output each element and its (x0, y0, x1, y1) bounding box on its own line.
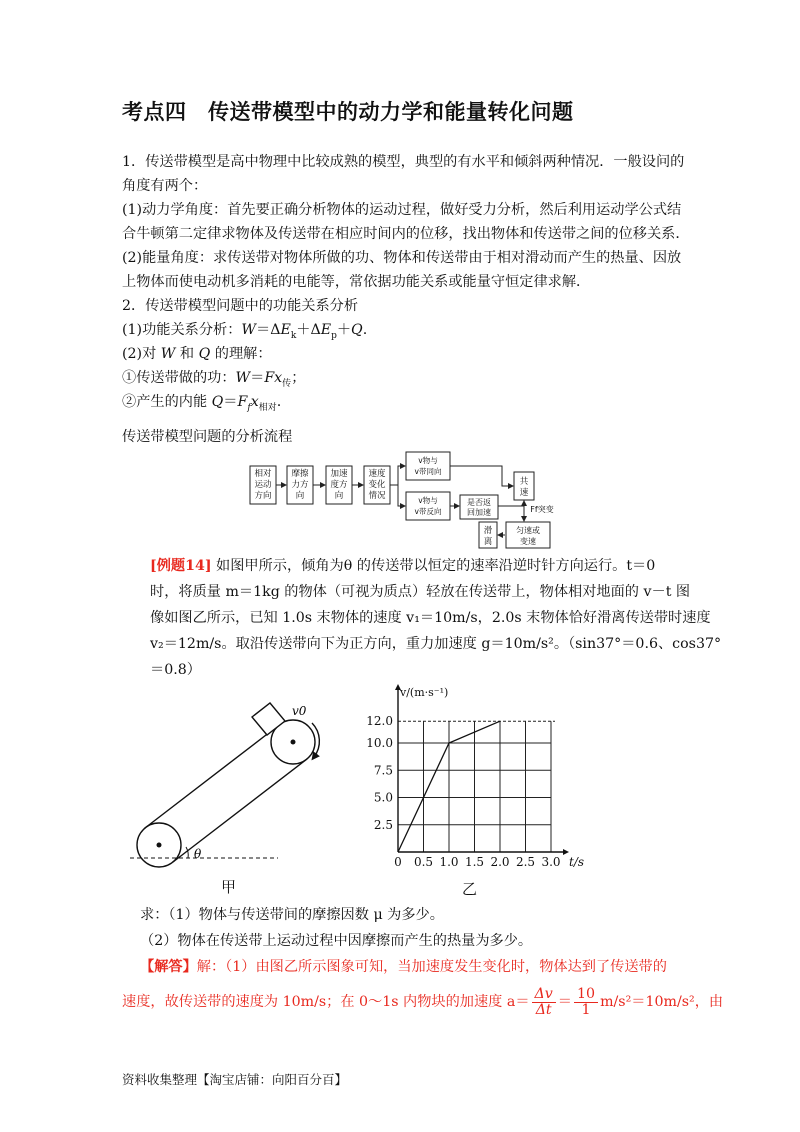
fraction-numerator: 10 (574, 987, 598, 1003)
figure-jia-conveyor (130, 695, 330, 895)
x-tick-label: 1.0 (439, 855, 459, 869)
x-tick-label: 2.5 (515, 855, 536, 869)
formula-prefix: ②产生的内能 (122, 394, 212, 410)
answer-line-1 (140, 955, 667, 979)
formula-op: ＝ (250, 370, 265, 386)
answer-eq: ＝ (557, 994, 572, 1010)
formula-symbol: W (235, 370, 251, 386)
example-line: 像如图乙所示，已知 1.0s 末物体的速度 v₁＝10m/s，2.0s 末物体恰好滑离传送带时速度 (150, 610, 711, 626)
formula-suffix: 的理解： (210, 346, 272, 362)
example-14-body (150, 579, 721, 683)
formula-prefix: (2)对 (122, 346, 161, 362)
para-2-line: (1)动力学角度：首先要正确分析物体的运动过程，做好受力分析，然后利用运动学公式结 (122, 202, 682, 218)
flow-text: 变速 (520, 537, 536, 546)
flow-text: 速度 (368, 469, 386, 479)
fraction-denominator: Δt (535, 1001, 552, 1018)
formula-op: ； (291, 370, 306, 386)
y-tick-label: 7.5 (373, 763, 393, 778)
formula-op: . (276, 394, 282, 410)
formula-prefix: (1)功能关系分析： (122, 322, 242, 338)
question-2: （2）物体在传送带上运动过程中因摩擦而产生的热量为多少。 (140, 933, 533, 949)
belt-top (145, 725, 279, 828)
para-3-line: (2)能量角度：求传送带对物体所做的功、物体和传送带由于相对滑动而产生的热量、因放 (122, 250, 682, 266)
x-tick-label: 3.0 (541, 855, 561, 869)
flow-text: v带同向 (414, 467, 442, 476)
para-3-line: 上物体而使电动机多消耗的电能等，常依据功能关系或能量守恒定律求解． (122, 274, 591, 290)
v0-label: v0 (292, 704, 307, 718)
formula-sub: 相对 (258, 402, 277, 413)
fraction-numerator: Δv (532, 987, 556, 1003)
example-text: 如图甲所示，倾角为θ 的传送带以恒定的速率沿逆时针方向运行。t＝0 (211, 558, 656, 574)
formula-op: ＝Δ (256, 322, 281, 338)
page-title: 考点四 传送带模型中的动力学和能量转化问题 (122, 100, 574, 124)
formula-heat (122, 390, 281, 420)
answer-text: 解：（1）由图乙所示图象可知，当加速度发生变化时，物体达到了传送带的 (196, 959, 667, 975)
flow-text: v带反向 (414, 507, 442, 516)
figure-yi-label: 乙 (462, 880, 478, 898)
formula-op: ＋Δ (296, 322, 321, 338)
figure-yi-vt-chart (360, 680, 600, 870)
formula-symbol: Q (351, 322, 363, 338)
flow-text: 运动 (254, 480, 272, 490)
answer-line-2 (122, 984, 723, 1020)
flow-arrow (390, 466, 405, 485)
upper-axle (291, 740, 296, 745)
y-tick-label: 5.0 (373, 790, 393, 805)
flow-text: 共 (519, 477, 529, 487)
fraction-dv-dt (532, 987, 556, 1018)
y-axis-label: v/(m·s⁻¹) (400, 686, 449, 699)
example-line: ＝0.8） (150, 662, 201, 678)
formula-symbol: F (237, 394, 248, 410)
example-line: 时，将质量 m＝1kg 的物体（可视为质点）轻放在传送带上，物体相对地面的 v－t 图 (150, 584, 691, 600)
fraction-10-1 (574, 987, 598, 1018)
formula-op: ＝ (223, 394, 238, 410)
para-1-line: 1．传送带模型是高中物理中比较成熟的模型，典型的有水平和倾斜两种情况．一般设问的 (122, 154, 685, 170)
flow-arrow (498, 501, 524, 506)
flow-text: 相对 (254, 469, 272, 479)
example-14 (150, 553, 655, 579)
formula-prefix: ①传送带做的功： (122, 370, 236, 386)
block (252, 703, 285, 735)
para-4: 2．传送带模型问题中的功能关系分析 (122, 298, 359, 314)
figure-jia-label: 甲 (221, 878, 237, 896)
theta-label: θ (194, 847, 202, 861)
formula-symbol: Fx (264, 370, 283, 386)
flow-text: 力方 (291, 480, 309, 490)
footer-source: 资料收集整理【淘宝店铺：向阳百分百】 (122, 1072, 348, 1087)
formula-sub: k (290, 330, 297, 341)
lower-axle (157, 843, 162, 848)
question-1: 求：（1）物体与传送带间的摩擦因数 μ 为多少。 (140, 907, 444, 923)
formula-symbol: W (241, 322, 257, 338)
x-tick-label: 1.5 (464, 855, 485, 869)
example-tag: [例题14] (150, 558, 212, 574)
flow-text: 方向 (254, 491, 272, 501)
flow-text: v物与 (418, 456, 438, 465)
flow-text: 滑 (483, 526, 493, 536)
flow-text: 速 (519, 488, 529, 498)
formula-op: . (362, 322, 368, 338)
para-1-line: 角度有两个： (122, 178, 208, 194)
formula-symbol: E (320, 322, 332, 338)
para-3 (122, 246, 681, 294)
example-line (150, 553, 655, 579)
flow-arrow (450, 466, 513, 486)
x-tick-label: 0.5 (413, 855, 434, 869)
flow-text: 度方 (330, 480, 348, 490)
flow-text: Ff突变 (530, 505, 554, 514)
answer-tag: 【解答】 (140, 959, 197, 975)
y-tick-label: 2.5 (373, 817, 393, 832)
flow-text: 向 (295, 491, 305, 501)
flow-text: v物与 (418, 496, 438, 505)
x-axis-label: t/s (569, 855, 585, 869)
flow-text: 离 (483, 537, 493, 547)
formula-symbol: Q (211, 394, 224, 410)
formula-symbol: x (250, 394, 259, 410)
flow-text: 变化 (368, 480, 386, 490)
example-line: v₂＝12m/s。取沿传送带向下为正方向，重力加速度 g＝10m/s²。（sin37°＝0.6、cos37° (150, 636, 722, 652)
x-tick-label: 0 (394, 855, 402, 869)
para-2 (122, 198, 690, 246)
flow-text: 回加速 (467, 508, 491, 517)
y-tick-label: 12.0 (366, 714, 393, 729)
para-2-line: 合牛顿第二定律求物体及传送带在相应时间内的位移，找出物体和传送带之间的位移关系． (122, 226, 690, 242)
formula-sub: f (247, 402, 251, 413)
formula-symbol: E (280, 322, 291, 338)
flow-text: 加速 (330, 469, 348, 479)
flow-title: 传送带模型问题的分析流程 (122, 429, 293, 445)
formula-op: 和 (175, 346, 199, 362)
formula-understanding (122, 342, 272, 366)
formula-symbol: W (160, 346, 176, 362)
answer-text: 速度，故传送带的速度为 10m/s；在 0～1s 内物块的加速度 a＝ (122, 994, 530, 1010)
formula-sub: 传 (282, 378, 292, 389)
formula-op: ＋ (336, 322, 352, 338)
flow-arrow (398, 485, 405, 506)
analysis-flowchart (240, 448, 570, 554)
flow-text: 匀速或 (516, 526, 540, 535)
para-1 (122, 150, 684, 198)
y-tick-label: 10.0 (366, 736, 393, 750)
answer-text: m/s²＝10m/s²，由 (600, 994, 724, 1010)
flow-text: 情况 (368, 491, 386, 501)
fraction-denominator: 1 (581, 1001, 591, 1018)
flow-text: 是否返 (467, 498, 491, 507)
x-tick-label: 2.0 (490, 855, 510, 869)
formula-sub: p (331, 330, 337, 341)
flow-text: 向 (334, 491, 344, 501)
formula-symbol: Q (198, 346, 211, 362)
flow-text: 摩擦 (291, 469, 309, 479)
